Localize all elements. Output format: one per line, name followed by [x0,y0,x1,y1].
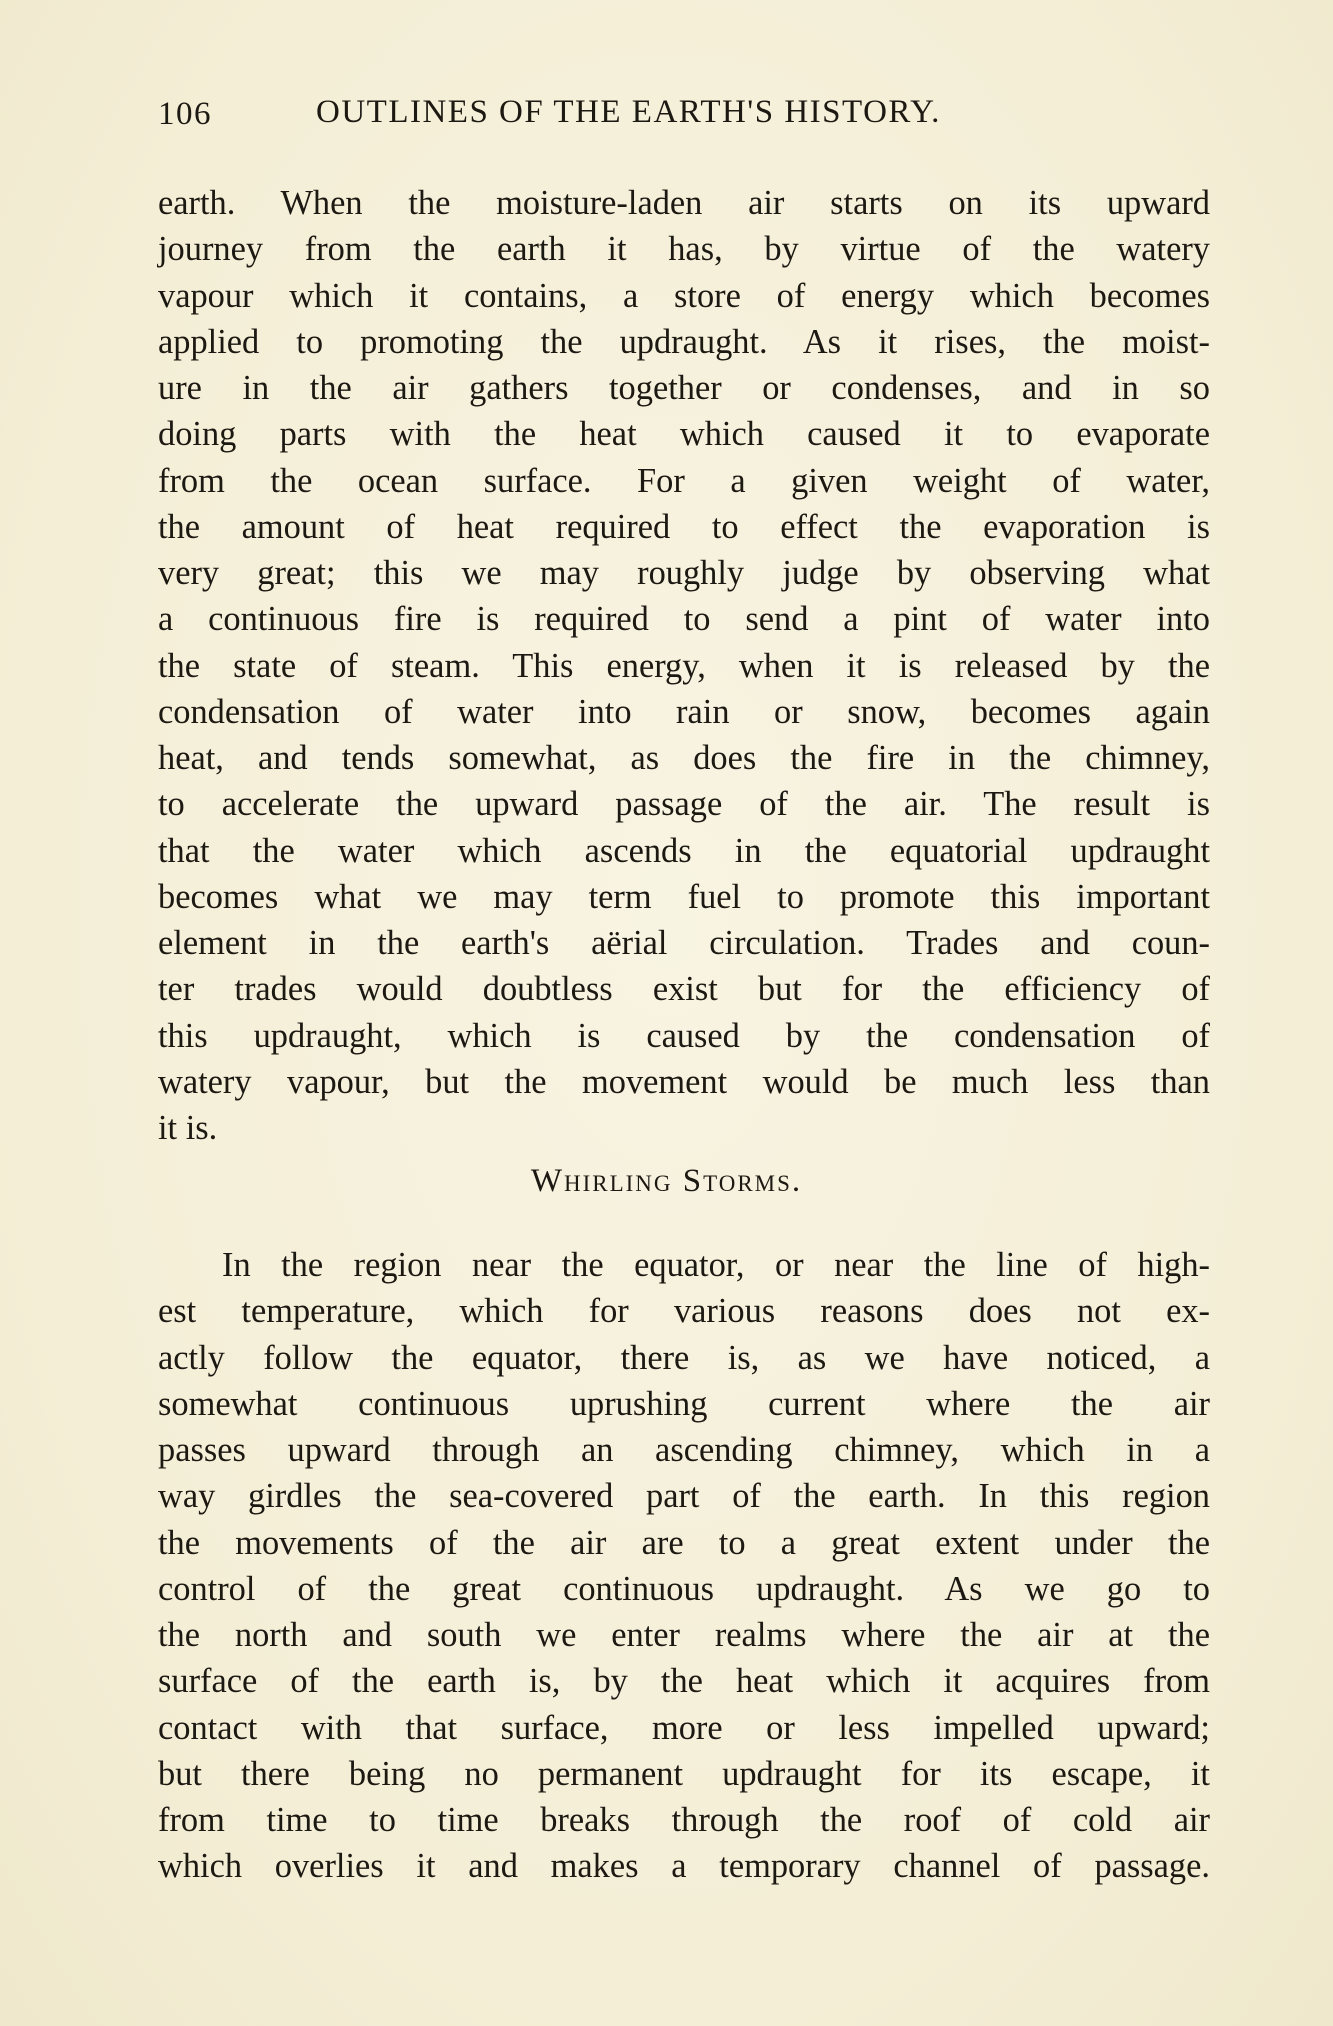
text-line: from the ocean surface. For a given weight of water, [158,461,1210,500]
text-line: this updraught, which is caused by the condensation of [158,1016,1210,1055]
text-line: control of the great continuous updraught. As we go to [158,1569,1210,1608]
text-line: the state of steam. This energy, when it is released by the [158,646,1210,685]
text-line: est temperature, which for various reasons does not ex- [158,1292,1210,1331]
text-line: from time to time breaks through the roof of cold air [158,1801,1210,1839]
paragraph [158,1242,1210,1890]
text-line: doing parts with the heat which caused it to evaporate [158,415,1210,454]
page-header [158,94,1210,140]
text-line: ter trades would doubtless exist but for the efficiency of [158,970,1210,1009]
text-line: a continuous fire is required to send a pint of water into [158,600,1210,639]
text-line: but there being no permanent updraught for its escape, it [158,1754,1210,1793]
text-line: the north and south we enter realms where the air at the [158,1616,1210,1654]
text-line: heat, and tends somewhat, as does the fire in the chimney, [158,739,1210,777]
text-line: In the region near the equator, or near the line of high- [222,1246,1210,1284]
text-line: the movements of the air are to a great extent under the [158,1523,1210,1562]
text-line: which overlies it and makes a temporary channel of passage. [158,1847,1210,1886]
text-line: way girdles the sea-covered part of the earth. In this region [158,1477,1210,1516]
section-heading: Whirling Storms. [530,1163,803,1199]
text-line: becomes what we may term fuel to promote this important [158,877,1210,916]
text-line: to accelerate the upward passage of the air. The result is [158,785,1210,824]
text-line: the amount of heat required to effect the evaporation is [158,507,1210,546]
text-line: contact with that surface, more or less impelled upward; [158,1708,1210,1747]
text-line: condensation of water into rain or snow, becomes again [158,692,1210,731]
text-line: applied to promoting the updraught. As it rises, the moist- [158,322,1210,361]
text-line: passes upward through an ascending chimney, which in a [158,1431,1210,1469]
text-line: very great; this we may roughly judge by observing what [158,554,1210,592]
text-line: earth. When the moisture-laden air starts on its upward [158,184,1210,222]
paragraph-continued [158,180,1210,1151]
text-line: somewhat continuous uprushing current where the air [158,1384,1210,1423]
text-line: vapour which it contains, a store of energy which becomes [158,276,1210,315]
text-line: actly follow the equator, there is, as we have noticed, a [158,1338,1210,1377]
text-line: it is. [158,1109,218,1147]
page-number: 106 [158,96,212,132]
running-head: OUTLINES OF THE EARTH'S HISTORY. [316,94,941,130]
text-line: watery vapour, but the movement would be much less than [158,1062,1210,1101]
text-line: journey from the earth it has, by virtue of the watery [158,230,1210,269]
text-line: ure in the air gathers together or condenses, and in so [158,369,1210,407]
text-line: element in the earth's aërial circulation. Trades and coun- [158,924,1210,962]
text-line: surface of the earth is, by the heat which it acquires from [158,1662,1210,1701]
text-line: that the water which ascends in the equatorial updraught [158,831,1210,870]
